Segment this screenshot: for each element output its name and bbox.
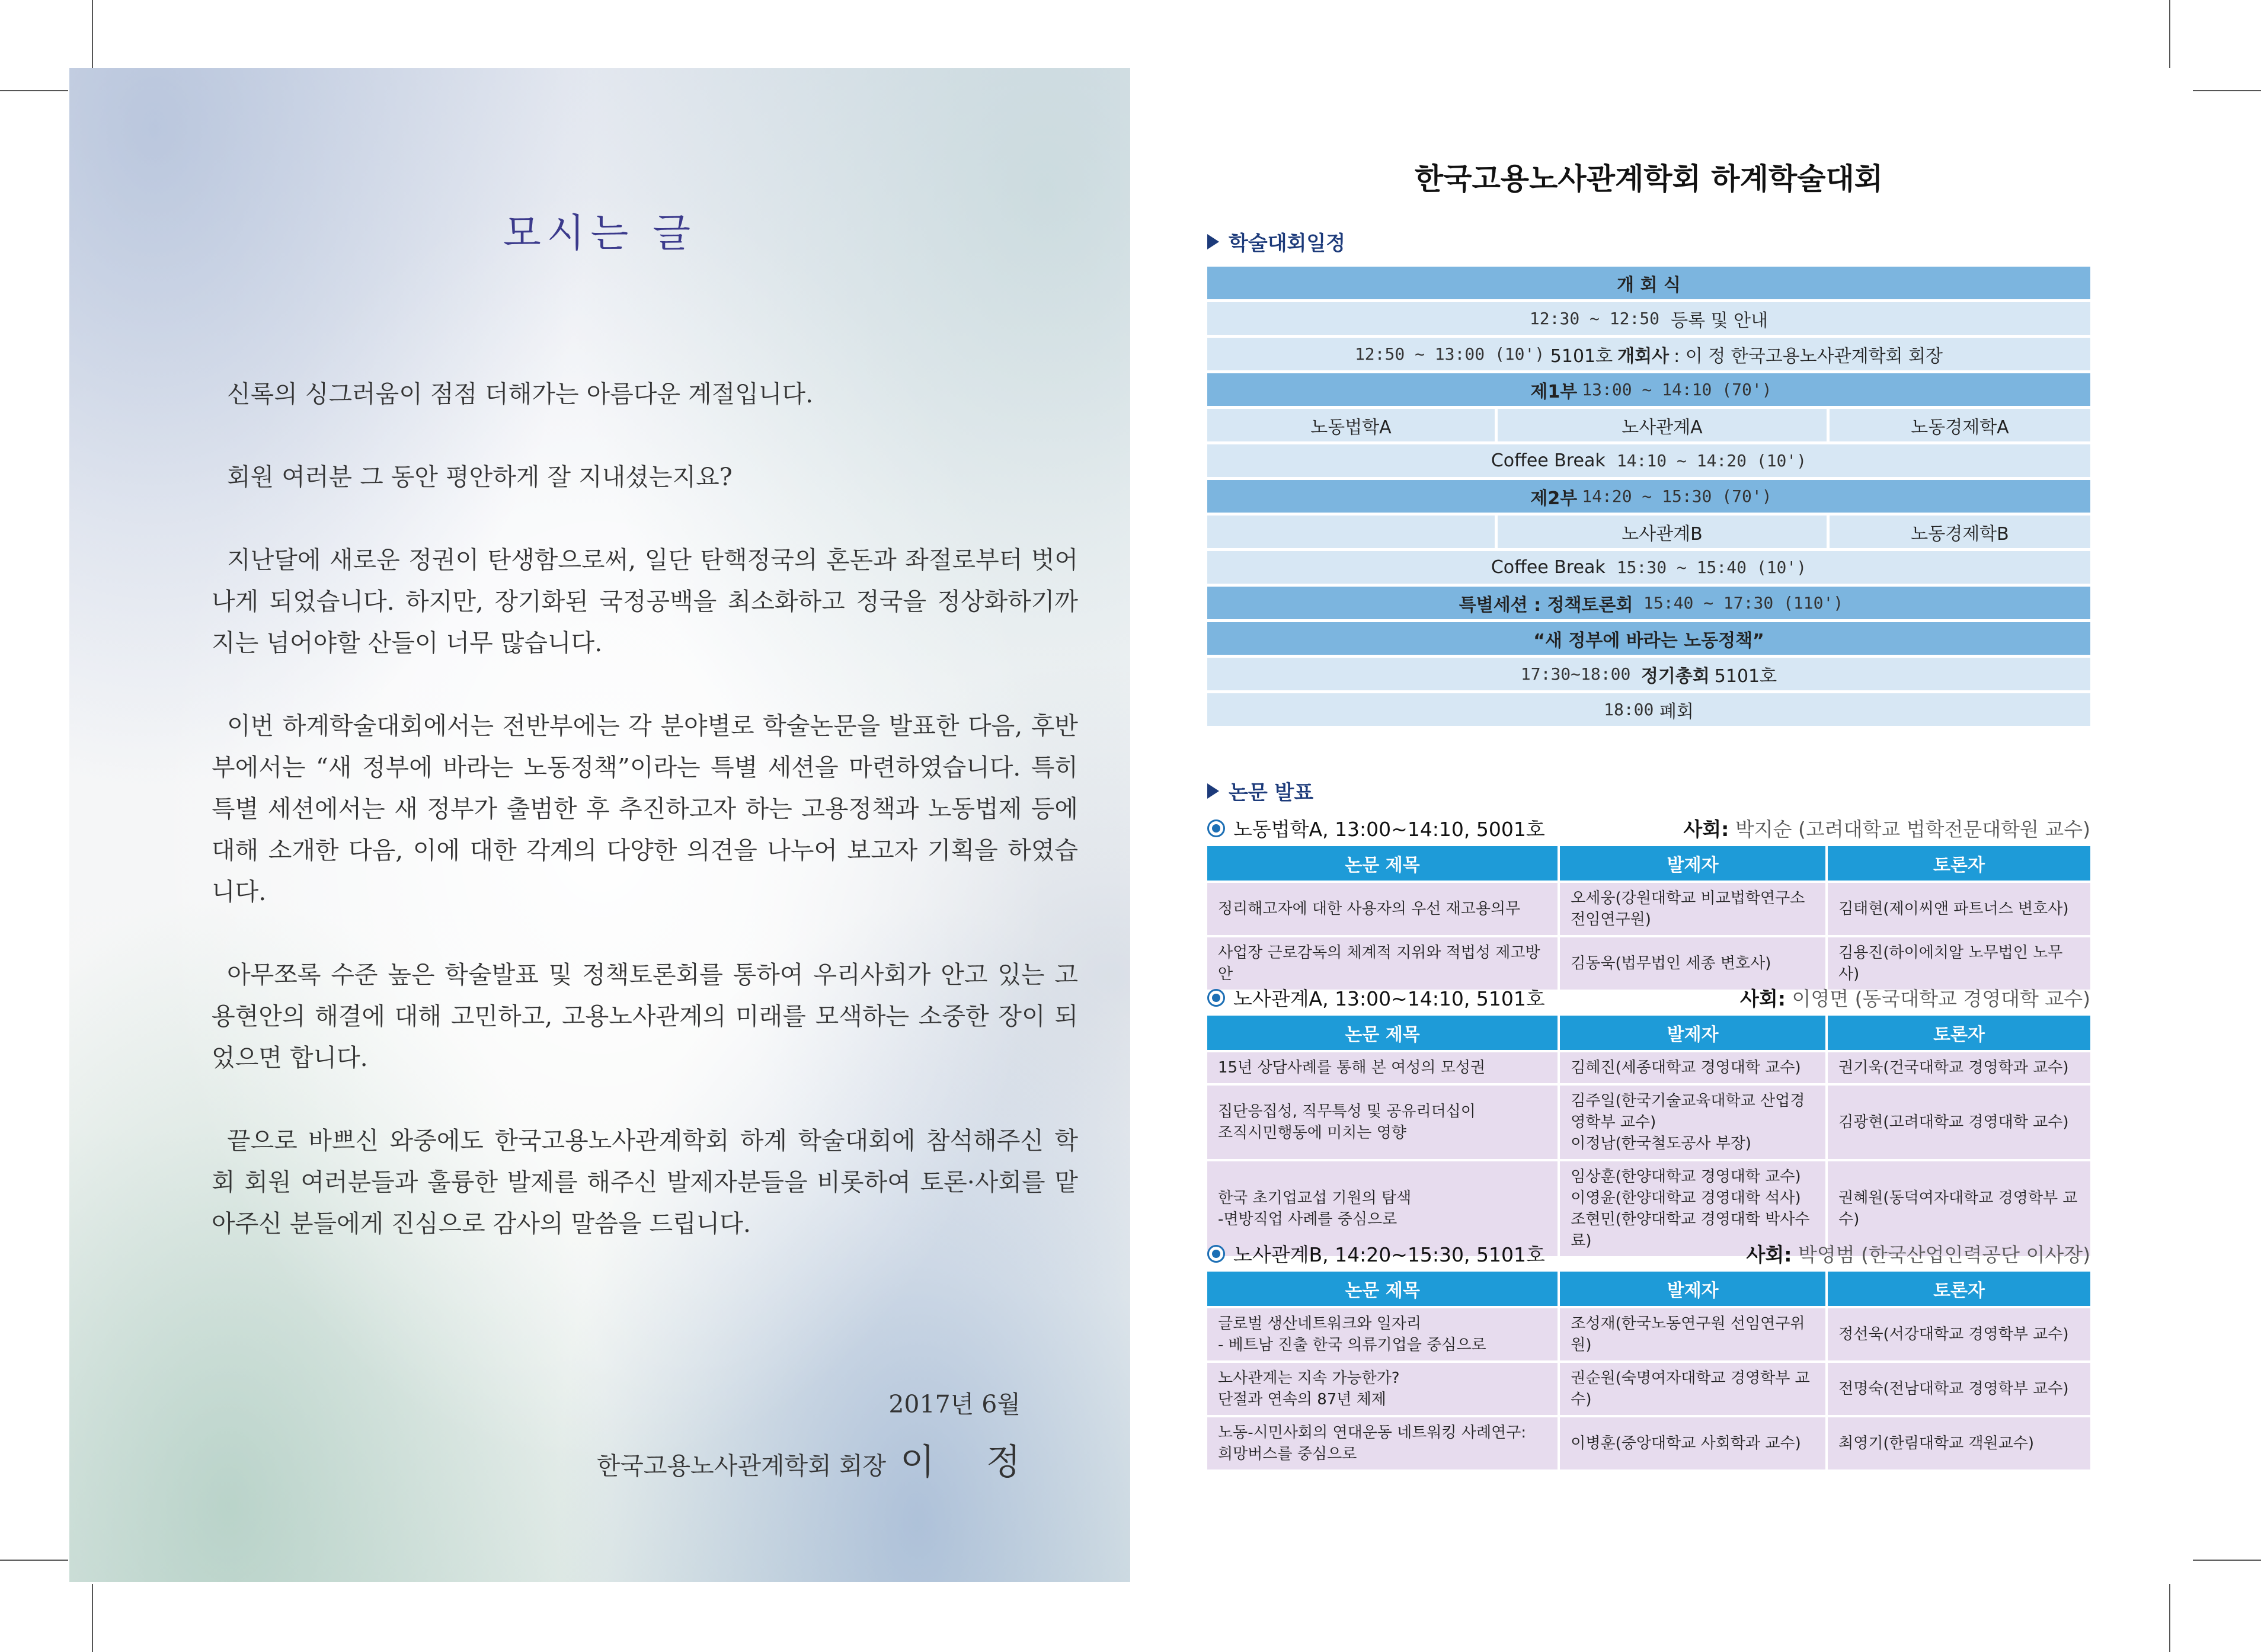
letter-paragraph: 아무쪼록 수준 높은 학술발표 및 정책토론회를 통하여 우리사회가 안고 있는 고용현안의 해결에 대해 고민하고, 고용노사관계의 미래를 모색하는 소중한 장이 되었으면 합니다.	[212, 961, 1078, 1072]
session-name: 노사관계A, 13:00~14:10, 5101호	[1233, 987, 1545, 1010]
letter-paragraph: 지난달에 새로운 정권이 탄생함으로써, 일단 탄핵정국의 혼돈과 좌절로부터 벗어나게 되었습니다. 하지만, 장기화된 국정공백을 최소화하고 정국을 정상화하기까지는 넘어야할 산들이 너무 많습니다.	[212, 546, 1078, 657]
schedule-row	[1207, 551, 2090, 584]
chair-name: 박영범 (한국산업인력공단 이사장)	[1798, 1243, 2090, 1266]
col-title-header: 논문 제목	[1207, 1016, 1560, 1050]
crop-mark	[92, 0, 93, 68]
letter-paragraph: 신록의 싱그러움이 점점 더해가는 아름다운 계절입니다.	[227, 380, 814, 408]
table-row	[1207, 1417, 2090, 1469]
open-time: 12:50 ~ 13:00 (10')	[1354, 344, 1545, 364]
circle-bullet-icon	[1207, 1245, 1225, 1263]
track-cell: 노동경제학A	[1830, 409, 2090, 441]
presenter: 임상훈(한양대학교 경영대학 교수) 이영윤(한양대학교 경영대학 석사) 조현민(한양대학교 경영대학 박사수료)	[1560, 1161, 1828, 1256]
discussant: 김태현(제이씨앤 파트너스 변호사)	[1828, 883, 2090, 935]
presenter: 김동욱(법무법인 세종 변호사)	[1560, 937, 1828, 990]
reg-label: 등록 및 안내	[1671, 310, 1768, 331]
col-presenter-header: 발제자	[1560, 1016, 1828, 1050]
papers-table	[1207, 1013, 2090, 1259]
chair-name: 이영면 (동국대학교 경영대학 교수)	[1792, 987, 2090, 1010]
schedule-row	[1207, 516, 2090, 548]
col-title-header: 논문 제목	[1207, 1272, 1560, 1306]
col-presenter-header: 발제자	[1560, 846, 1828, 881]
track-cell: 노동경제학B	[1830, 516, 2090, 548]
presenter: 이병훈(중앙대학교 사회학과 교수)	[1560, 1417, 1828, 1469]
open-room: 5101호	[1550, 345, 1613, 367]
schedule-row	[1207, 444, 2090, 477]
crop-mark	[2169, 0, 2170, 68]
paper-title: 노사관계는 지속 가능한가? 단절과 연속의 87년 체제	[1207, 1363, 1560, 1415]
schedule-row	[1207, 587, 2090, 619]
schedule-row	[1207, 302, 2090, 335]
triangle-bullet-icon	[1207, 234, 1219, 249]
table-row	[1207, 1086, 2090, 1159]
special-label: 특별세션 : 정책토론회	[1459, 594, 1633, 616]
track-cell: 노사관계A	[1498, 409, 1827, 441]
discussant: 김용진(하이에치알 노무법인 노무사)	[1828, 937, 2090, 990]
presenter: 김혜진(세종대학교 경영대학 교수)	[1560, 1052, 1828, 1083]
special-topic: “새 정부에 바라는 노동정책”	[1207, 622, 2090, 655]
special-time: 15:40 ~ 17:30 (110')	[1643, 593, 1844, 613]
table-row	[1207, 1052, 2090, 1083]
schedule-row	[1207, 267, 2090, 299]
circle-bullet-icon	[1207, 989, 1225, 1007]
track-cell	[1207, 516, 1495, 548]
crop-mark	[0, 90, 68, 91]
signer-title: 한국고용노사관계학회 회장	[596, 1452, 886, 1480]
letter-paragraph: 끝으로 바쁘신 와중에도 한국고용노사관계학회 하계 학술대회에 참석해주신 학회 회원 여러분들과 훌륭한 발제를 해주신 발제자분들을 비롯하여 토론·사회를 맡아주신 분들에게 진심으로 감사의 말씀을 드립니다.	[212, 1126, 1078, 1238]
schedule-row	[1207, 693, 2090, 726]
break2-time: 15:30 ~ 15:40 (10')	[1616, 558, 1807, 577]
table-header-row	[1207, 846, 2090, 881]
letter-signature	[596, 1434, 1041, 1485]
col-discussant-header: 토론자	[1828, 1016, 2090, 1050]
paper-title: 글로벌 생산네트워크와 일자리 - 베트남 진출 한국 의류기업을 중심으로	[1207, 1308, 1560, 1360]
session-header	[1207, 814, 2090, 842]
session-name: 노동법학A, 13:00~14:10, 5001호	[1233, 818, 1545, 841]
crop-mark	[2169, 1584, 2170, 1652]
part1-time: 13:00 ~ 14:10 (70')	[1582, 380, 1772, 399]
part2-label: 제2부	[1530, 488, 1578, 509]
presenter: 오세웅(강원대학교 비교법학연구소 전임연구원)	[1560, 883, 1828, 935]
session-header	[1207, 984, 2090, 1011]
crop-mark	[92, 1584, 93, 1652]
crop-mark	[2193, 90, 2261, 91]
schedule-row	[1207, 409, 2090, 441]
track-cell: 노사관계B	[1498, 516, 1827, 548]
schedule-heading	[1207, 227, 1345, 256]
assembly-label: 정기총회	[1640, 665, 1710, 687]
presenter: 김주일(한국기술교육대학교 산업경영학부 교수) 이정남(한국철도공사 부장)	[1560, 1086, 1828, 1159]
invitation-page	[69, 68, 1130, 1582]
opening-label: 개 회 식	[1207, 267, 2090, 299]
col-title-header: 논문 제목	[1207, 846, 1560, 881]
discussant: 김광현(고려대학교 경영대학 교수)	[1828, 1086, 2090, 1159]
presenter: 권순원(숙명여자대학교 경영학부 교수)	[1560, 1363, 1828, 1415]
chair-name: 박지순 (고려대학교 법학전문대학원 교수)	[1735, 818, 2090, 841]
papers-heading	[1207, 776, 1313, 805]
break1-time: 14:10 ~ 14:20 (10')	[1616, 451, 1807, 470]
table-row	[1207, 1363, 2090, 1415]
assembly-room: 5101호	[1714, 665, 1777, 687]
presenter: 조성재(한국노동연구원 선임연구위원)	[1560, 1308, 1828, 1360]
discussant: 권기욱(건국대학교 경영학과 교수)	[1828, 1052, 2090, 1083]
session-name: 노사관계B, 14:20~15:30, 5101호	[1233, 1243, 1545, 1266]
break2-label: Coffee Break	[1491, 557, 1606, 578]
open-desc: : 이 정 한국고용노사관계학회 회장	[1674, 345, 1943, 367]
letter-title: 모시는 글	[503, 210, 696, 256]
schedule-row	[1207, 338, 2090, 370]
col-discussant-header: 토론자	[1828, 1272, 2090, 1306]
assembly-time: 17:30~18:00	[1520, 664, 1631, 684]
letter-body	[212, 373, 1078, 1286]
open-label: 개회사	[1617, 345, 1670, 367]
schedule-table	[1207, 267, 2090, 729]
break1-label: Coffee Break	[1491, 450, 1606, 471]
session-header	[1207, 1240, 2090, 1267]
circle-bullet-icon	[1207, 819, 1225, 837]
table-row	[1207, 883, 2090, 935]
schedule-row	[1207, 373, 2090, 406]
papers-heading-label: 논문 발표	[1229, 781, 1314, 805]
reg-time: 12:30 ~ 12:50	[1529, 309, 1660, 328]
table-row	[1207, 937, 2090, 990]
close-time: 18:00	[1604, 700, 1654, 719]
part1-label: 제1부	[1530, 381, 1578, 402]
track-cell: 노동법학A	[1207, 409, 1495, 441]
crop-mark	[0, 1560, 68, 1561]
col-discussant-header: 토론자	[1828, 846, 2090, 881]
papers-table	[1207, 844, 2090, 992]
schedule-row	[1207, 658, 2090, 690]
paper-title: 한국 초기업교섭 기원의 탐색 -면방직업 사례를 중심으로	[1207, 1161, 1560, 1256]
schedule-row	[1207, 480, 2090, 513]
schedule-heading-label: 학술대회일정	[1229, 232, 1346, 255]
discussant: 정선욱(서강대학교 경영학부 교수)	[1828, 1308, 2090, 1360]
papers-table	[1207, 1269, 2090, 1472]
discussant: 전명숙(전남대학교 경영학부 교수)	[1828, 1363, 2090, 1415]
paper-title: 노동-시민사회의 연대운동 네트워킹 사례연구: 희망버스를 중심으로	[1207, 1417, 1560, 1469]
paper-title: 15년 상담사례를 통해 본 여성의 모성권	[1207, 1052, 1560, 1083]
paper-title: 사업장 근로감독의 체계적 지위와 적법성 제고방안	[1207, 937, 1560, 990]
col-presenter-header: 발제자	[1560, 1272, 1828, 1306]
paper-title: 정리해고자에 대한 사용자의 우선 재고용의무	[1207, 883, 1560, 935]
program-title: 한국고용노사관계학회 하계학술대회	[1414, 162, 1883, 196]
paper-title: 집단응집성, 직무특성 및 공유리더십이 조직시민행동에 미치는 영향	[1207, 1086, 1560, 1159]
crop-mark	[2193, 1560, 2261, 1561]
letter-paragraph: 이번 하계학술대회에서는 전반부에는 각 분야별로 학술논문을 발표한 다음, 후반부에서는 “새 정부에 바라는 노동정책”이라는 특별 세션을 마련하였습니다. 특히 특별 세션에서는 새 정부가 출범한 후 추진하고자 하는 고용정책과 노동법제 등에 대해 소개한 다음, 이에 대한 각계의 다양한 의견을 나누어 보고자 기획을 하였습니다.	[212, 712, 1078, 906]
table-header-row	[1207, 1016, 2090, 1050]
letter-paragraph: 회원 여러분 그 동안 평안하게 잘 지내셨는지요?	[227, 463, 733, 491]
schedule-row	[1207, 622, 2090, 655]
discussant: 최영기(한림대학교 객원교수)	[1828, 1417, 2090, 1469]
part2-time: 14:20 ~ 15:30 (70')	[1582, 486, 1772, 506]
chair-label: 사회:	[1746, 1243, 1792, 1266]
chair-label: 사회:	[1740, 987, 1786, 1010]
table-header-row	[1207, 1272, 2090, 1306]
letter-date: 2017년 6월	[888, 1390, 1021, 1419]
triangle-bullet-icon	[1207, 783, 1219, 799]
signer-name: 이 정	[900, 1442, 1041, 1483]
chair-label: 사회:	[1683, 818, 1729, 841]
table-row	[1207, 1308, 2090, 1360]
discussant: 권혜원(동덕여자대학교 경영학부 교수)	[1828, 1161, 2090, 1256]
close-label: 폐회	[1659, 701, 1694, 722]
